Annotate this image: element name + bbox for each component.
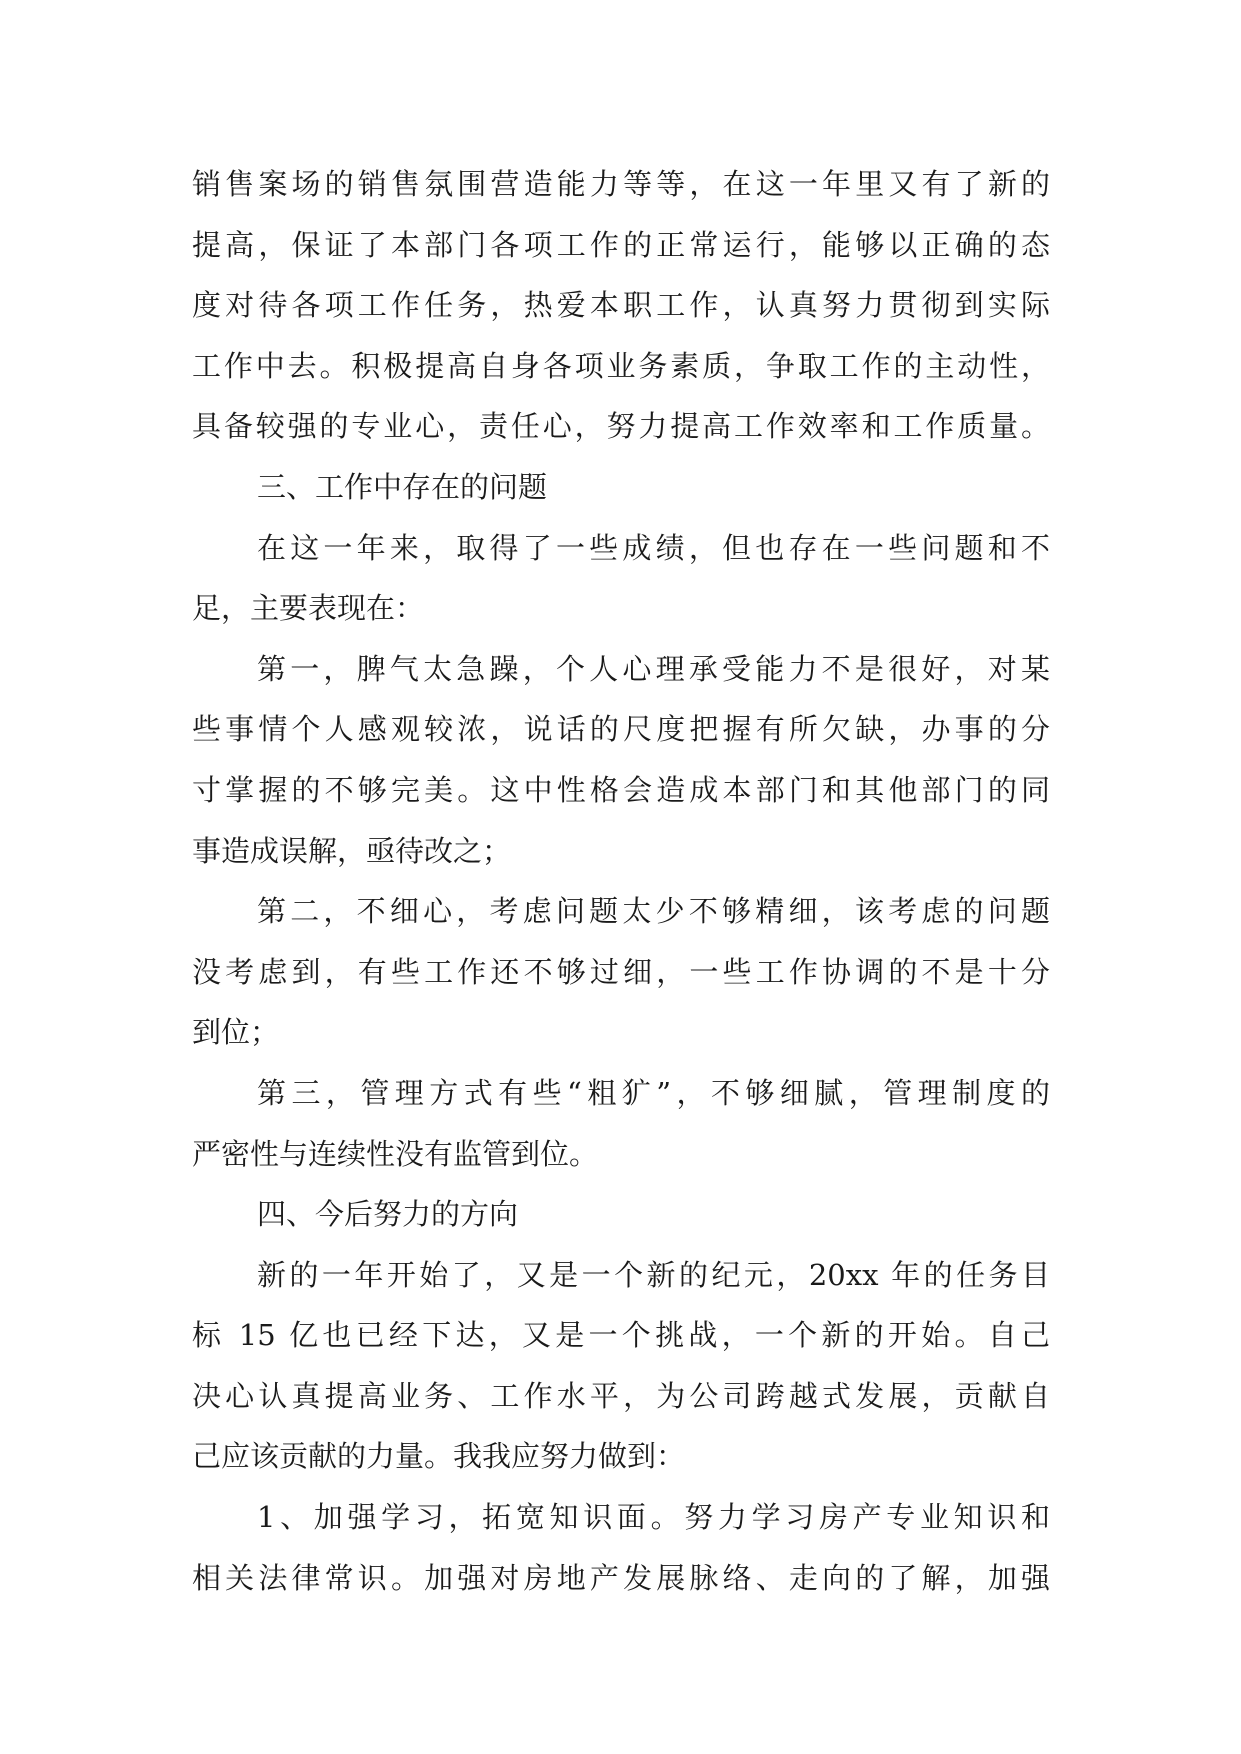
text-line: 第一，脾气太急躁，个人心理承受能力不是很好，对某 [257,651,1050,686]
text-line: 1、加强学习，拓宽知识面。努力学习房产专业知识和 [257,1500,1050,1535]
text-line: 标 15 亿也已经下达，又是一个挑战，一个新的开始。自己 [192,1318,1050,1353]
text-line: 足，主要表现在： [192,591,425,626]
text-line: 销售案场的销售氛围营造能力等等，在这一年里又有了新的 [192,167,1050,201]
text-line: 寸掌握的不够完美。这中性格会造成本部门和其他部门的同 [192,772,1050,807]
section-heading: 三、工作中存在的问题 [257,469,548,504]
text-line: 到位； [192,1015,280,1050]
text-line: 第三，管理方式有些“粗犷”，不够细腻，管理制度的 [257,1075,1050,1110]
text-line: 工作中去。积极提高自身各项业务素质，争取工作的主动性， [192,348,1050,383]
text-line: 些事情个人感观较浓，说话的尺度把握有所欠缺，办事的分 [192,712,1050,747]
text-line: 没考虑到，有些工作还不够过细，一些工作协调的不是十分 [192,954,1050,989]
text-line: 严密性与连续性没有监管到位。 [192,1136,599,1171]
text-line: 新的一年开始了，又是一个新的纪元，20xx 年的任务目 [257,1257,1050,1292]
text-line: 己应该贡献的力量。我我应努力做到： [192,1439,686,1474]
text-line: 在这一年来，取得了一些成绩，但也存在一些问题和不 [257,530,1050,565]
text-line: 事造成误解，亟待改之； [192,833,512,868]
text-line: 第二，不细心，考虑问题太少不够精细，该考虑的问题 [257,894,1050,929]
section-heading: 四、今后努力的方向 [257,1197,519,1232]
document-body [192,154,1050,1608]
text-line: 提高，保证了本部门各项工作的正常运行，能够以正确的态 [192,227,1050,262]
text-line: 相关法律常识。加强对房地产发展脉络、走向的了解，加强 [192,1560,1050,1595]
text-line: 决心认真提高业务、工作水平，为公司跨越式发展，贡献自 [192,1378,1050,1413]
text-line: 度对待各项工作任务，热爱本职工作，认真努力贯彻到实际 [192,288,1050,323]
text-line: 具备较强的专业心，责任心，努力提高工作效率和工作质量。 [192,409,1050,444]
